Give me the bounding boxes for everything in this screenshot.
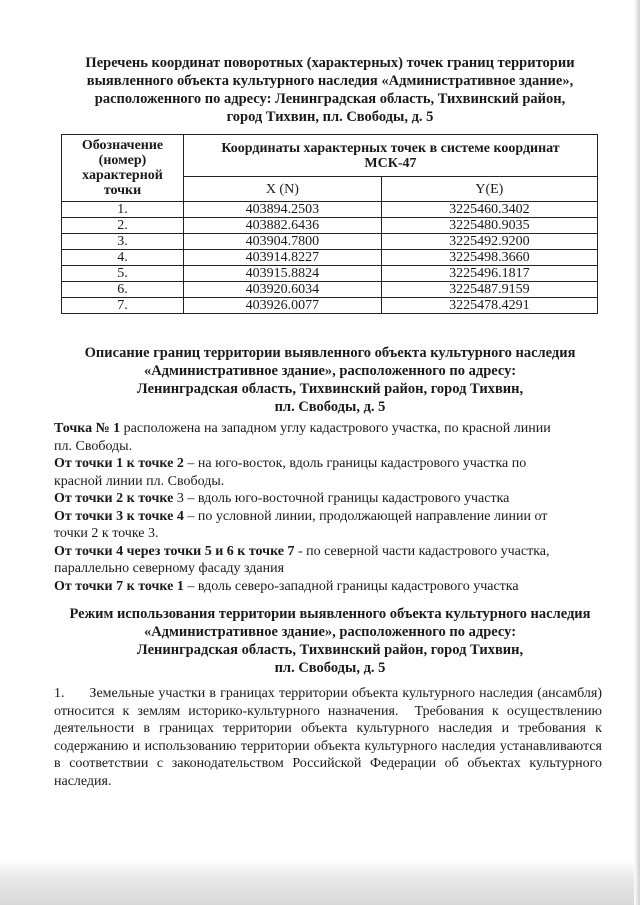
heading-line: расположенного по адресу: Ленинградская область, Тихвинский район, [94, 91, 566, 107]
coordinates-header: Координаты характерных точек в системе координат МСК-47 [184, 135, 598, 177]
table-row [62, 234, 598, 250]
description-line: От точки 3 к точке 4 – по условной линии, продолжающей направление линии от [54, 508, 548, 524]
scan-shadow [0, 860, 640, 905]
paragraph-text: 1. Земельные участки в границах территории объекта культурного наследия (ансамбля) относится к землям историко-культурного назначения. Требования к осуществлению деятельности в границах территории объекта культурного наследия и требования к содержанию и использованию территории объекта культурного наследия устанавливаются в соответствии с законодательством Российской Федерации об объектах культурного наследия. [54, 686, 606, 789]
boundary-description-heading [50, 344, 610, 416]
point-number: 2. [62, 218, 184, 234]
y-value: 3225492.9200 [381, 234, 597, 250]
table-row [62, 266, 598, 282]
heading-line: «Административное здание», расположенного по адресу: [143, 363, 517, 379]
x-value: 403915.8824 [184, 266, 382, 282]
x-value: 403926.0077 [184, 298, 382, 314]
description-line: точки 2 к точке 3. [54, 526, 159, 541]
description-line: От точки 2 к точке 3 – вдоль юго-восточной границы кадастрового участка [54, 491, 510, 506]
table-row [62, 202, 598, 218]
description-line: пл. Свободы. [54, 438, 133, 454]
heading-line: город Тихвин, пл. Свободы, д. 5 [226, 109, 434, 125]
usage-regime-heading [50, 605, 610, 677]
point-number: 7. [62, 298, 184, 314]
y-value: 3225478.4291 [381, 298, 597, 314]
x-column-header: X (N) [184, 177, 382, 202]
x-value: 403894.2503 [184, 202, 382, 218]
y-value: 3225496.1817 [381, 266, 597, 282]
y-value: 3225460.3402 [381, 202, 597, 218]
point-number-header: Обозначение (номер) характерной точки [62, 135, 184, 202]
x-value: 403914.8227 [184, 250, 382, 266]
heading-line: пл. Свободы, д. 5 [274, 660, 386, 676]
heading-line: Ленинградская область, Тихвинский район, город Тихвин, [136, 381, 524, 397]
heading-line: пл. Свободы, д. 5 [274, 399, 386, 415]
y-value: 3225480.9035 [381, 218, 597, 234]
point-number: 5. [62, 266, 184, 282]
coordinates-list-heading [50, 54, 610, 126]
point-number: 3. [62, 234, 184, 250]
heading-line: «Административное здание», расположенного по адресу: [143, 624, 517, 640]
point-number: 1. [62, 202, 184, 218]
point-number: 4. [62, 250, 184, 266]
table-row [62, 282, 598, 298]
description-line: От точки 1 к точке 2 – на юго-восток, вдоль границы кадастрового участка по [54, 456, 527, 471]
y-column-header: Y(E) [381, 177, 597, 202]
boundary-description [54, 420, 614, 595]
heading-line: Перечень координат поворотных (характерных) точек границ территории [85, 55, 575, 71]
heading-line: Ленинградская область, Тихвинский район, город Тихвин, [136, 642, 524, 658]
scan-edge [634, 0, 640, 905]
x-value: 403920.6034 [184, 282, 382, 298]
table-row [62, 218, 598, 234]
description-line: От точки 7 к точке 1 – вдоль северо-западной границы кадастрового участка [54, 578, 519, 594]
coordinates-table [61, 134, 598, 314]
description-line: красной линии пл. Свободы. [54, 473, 225, 489]
x-value: 403904.7800 [184, 234, 382, 250]
x-value: 403882.6436 [184, 218, 382, 234]
description-line: От точки 4 через точки 5 и 6 к точке 7 - по северной части кадастрового участка, [54, 543, 550, 559]
description-line: Точка № 1 расположена на западном углу кадастрового участка, по красной линии [54, 421, 551, 436]
heading-line: Режим использования территории выявленного объекта культурного наследия [69, 606, 591, 622]
point-number: 6. [62, 282, 184, 298]
y-value: 3225487.9159 [381, 282, 597, 298]
table-row [62, 298, 598, 314]
usage-regime-paragraph [54, 685, 606, 790]
y-value: 3225498.3660 [381, 250, 597, 266]
description-line: параллельно северному фасаду здания [54, 561, 285, 576]
heading-line: выявленного объекта культурного наследия «Административное здание», [86, 73, 574, 89]
heading-line: Описание границ территории выявленного объекта культурного наследия [84, 345, 576, 361]
table-row [62, 250, 598, 266]
